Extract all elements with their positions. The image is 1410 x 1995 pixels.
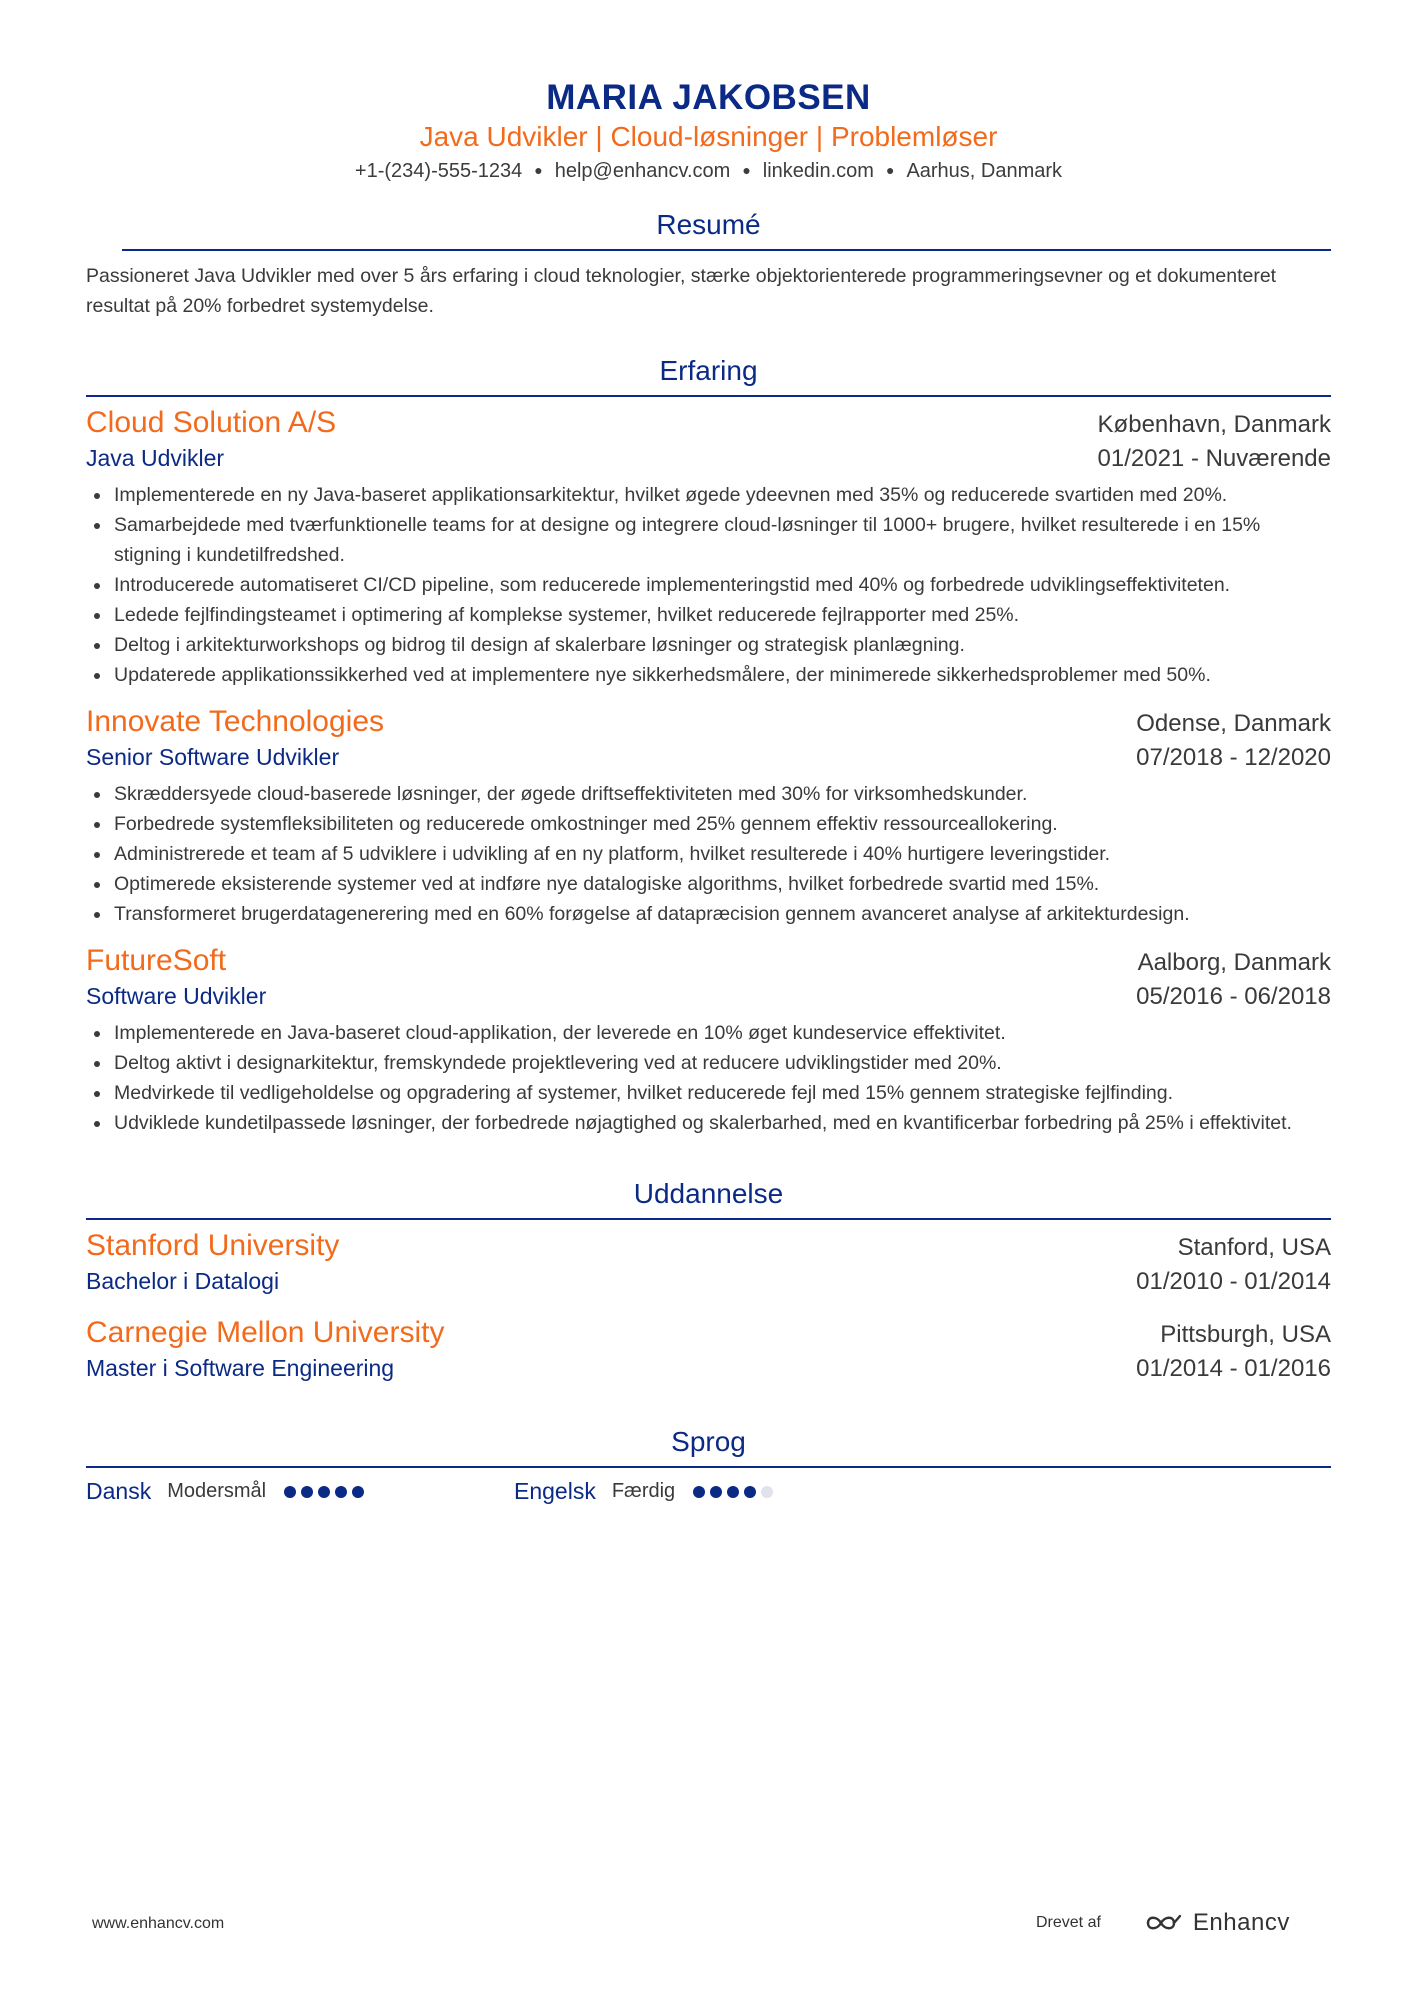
school-location: Stanford, USA: [1177, 1234, 1331, 1261]
rating-dot-filled: [710, 1486, 722, 1498]
summary-section: [86, 207, 1331, 251]
rating-dot-filled: [352, 1486, 364, 1498]
degree: Bachelor i Datalogi: [86, 1268, 280, 1294]
candidate-name: MARIA JAKOBSEN: [546, 78, 871, 117]
powered-by: [1036, 1909, 1290, 1937]
brand-name: Enhancv: [1192, 1909, 1290, 1936]
experience-heading: Erfaring: [659, 355, 758, 386]
rating-dot-filled: [727, 1486, 739, 1498]
education-dates: 01/2014 - 01/2016: [1136, 1355, 1331, 1382]
education-entry: [86, 1313, 1331, 1386]
section-divider: [86, 1218, 1331, 1220]
languages-section: [86, 1424, 1331, 1468]
bullet-item: Skræddersyede cloud-baserede løsninger, der øgede driftseffektiviteten med 30% for virksomhedskunder.: [86, 779, 1331, 809]
rating-dot-filled: [284, 1486, 296, 1498]
section-divider: [86, 1466, 1331, 1468]
education-section: [86, 1176, 1331, 1220]
rating-dot-empty: [761, 1486, 773, 1498]
language-item: [514, 1478, 942, 1505]
bullet-item: Udviklede kundetilpassede løsninger, der forbedrede nøjagtighed og skalerbarhed, med en kvantificerbar forbedring på 25% i effektivitet.: [86, 1108, 1331, 1138]
job-location: Aalborg, Danmark: [1137, 949, 1331, 976]
job-role: Software Udvikler: [86, 983, 267, 1009]
languages-list: [86, 1478, 1331, 1505]
bullet-list: [86, 779, 1331, 929]
school-name: Carnegie Mellon University: [86, 1316, 445, 1349]
separator-dot: ●: [885, 162, 895, 178]
section-divider: [122, 249, 1331, 251]
school-location: Pittsburgh, USA: [1160, 1321, 1331, 1348]
language-level: Modersmål: [167, 1480, 267, 1502]
rating-dot-filled: [744, 1486, 756, 1498]
bullet-item: Implementerede en ny Java-baseret applikationsarkitektur, hvilket øgede ydeevnen med 35% og reducerede svartiden med 20%.: [86, 480, 1331, 510]
bullet-item: Introducerede automatiseret CI/CD pipeline, som reducerede implementeringstid med 40% og forbedrede udviklingseffektiviteten.: [86, 570, 1331, 600]
language-rating: [284, 1486, 364, 1498]
contact-linkedin: linkedin.com: [762, 160, 874, 182]
job-location: Odense, Danmark: [1136, 710, 1331, 737]
job-role: Senior Software Udvikler: [86, 744, 340, 770]
resume-header: [86, 78, 1331, 185]
education-entry: [86, 1226, 1331, 1299]
powered-by-label: Drevet af: [1036, 1914, 1101, 1931]
resume-page: [86, 0, 1331, 1505]
rating-dot-filled: [335, 1486, 347, 1498]
language-name: Dansk: [86, 1478, 152, 1504]
bullet-item: Medvirkede til vedligeholdelse og opgradering af systemer, hvilket reducerede fejl med 15% gennem strategiske fejlfinding.: [86, 1078, 1331, 1108]
bullet-item: Administrerede et team af 5 udviklere i udvikling af en ny platform, hvilket resulterede i 40% hurtigere leveringstider.: [86, 839, 1331, 869]
separator-dot: ●: [534, 162, 543, 178]
bullet-list: [86, 1018, 1331, 1138]
candidate-title: Java Udvikler | Cloud-løsninger | Problemløser: [419, 121, 998, 152]
experience-entry: [86, 403, 1331, 690]
bullet-item: Forbedrede systemfleksibiliteten og reducerede omkostninger med 25% gennem effektiv ressourceallokering.: [86, 809, 1331, 839]
contact-line: [86, 156, 1331, 185]
bullet-item: Samarbejdede med tværfunktionelle teams for at designe og integrere cloud-løsninger til 1000+ brugere, hvilket resulterede i en 15% stigning i kundetilfredshed.: [86, 510, 1331, 570]
company-name: FutureSoft: [86, 944, 227, 977]
separator-dot: ●: [742, 162, 751, 178]
job-dates: 07/2018 - 12/2020: [1136, 744, 1331, 771]
languages-heading: Sprog: [671, 1426, 746, 1457]
bullet-list: [86, 480, 1331, 690]
company-name: Cloud Solution A/S: [86, 406, 337, 439]
job-role: Java Udvikler: [86, 445, 225, 471]
experience-section: [86, 353, 1331, 397]
bullet-item: Transformeret brugerdatagenerering med en 60% forøgelse af datapræcision gennem avanceret analyse af arkitekturdesign.: [86, 899, 1331, 929]
bullet-item: Implementerede en Java-baseret cloud-applikation, der leverede en 10% øget kundeservice effektivitet.: [86, 1018, 1331, 1048]
language-level: Færdig: [611, 1480, 676, 1502]
education-heading: Uddannelse: [633, 1178, 784, 1209]
contact-phone: +1-(234)-555-1234: [354, 160, 523, 182]
rating-dot-filled: [301, 1486, 313, 1498]
language-name: Engelsk: [514, 1478, 596, 1504]
contact-email: help@enhancv.com: [554, 160, 731, 182]
summary-text: Passioneret Java Udvikler med over 5 års erfaring i cloud teknologier, stærke objektorienterede programmeringsevner og et dokumenteret resultat på 20% forbedret systemydelse.: [86, 265, 1277, 317]
job-dates: 05/2016 - 06/2018: [1136, 983, 1331, 1010]
footer-website[interactable]: www.enhancv.com: [92, 1915, 225, 1932]
rating-dot-filled: [693, 1486, 705, 1498]
bullet-item: Deltog i arkitekturworkshops og bidrog til design af skalerbare løsninger og strategisk planlægning.: [86, 630, 1331, 660]
bullet-item: Ledede fejlfindingsteamet i optimering af komplekse systemer, hvilket reducerede fejlrapporter med 25%.: [86, 600, 1331, 630]
bullet-item: Deltog aktivt i designarkitektur, fremskyndede projektlevering ved at reducere udviklingstider med 20%.: [86, 1048, 1331, 1078]
summary-heading: Resumé: [656, 209, 761, 240]
enhancv-logo[interactable]: [1145, 1909, 1290, 1937]
degree: Master i Software Engineering: [86, 1355, 395, 1381]
experience-entry: [86, 941, 1331, 1138]
rating-dot-filled: [318, 1486, 330, 1498]
section-divider: [86, 395, 1331, 397]
bullet-item: Optimerede eksisterende systemer ved at indføre nye datalogiske algorithms, hvilket forbedrede svartid med 15%.: [86, 869, 1331, 899]
job-dates: 01/2021 - Nuværende: [1097, 445, 1331, 472]
experience-entry: [86, 702, 1331, 929]
job-location: København, Danmark: [1097, 411, 1331, 438]
contact-location: Aarhus, Danmark: [906, 160, 1063, 182]
company-name: Innovate Technologies: [86, 705, 385, 738]
bullet-item: Updaterede applikationssikkerhed ved at implementere nye sikkerhedsmålere, der minimerede sikkerhedsproblemer med 50%.: [86, 660, 1331, 690]
education-dates: 01/2010 - 01/2014: [1136, 1268, 1331, 1295]
enhancv-logo-icon: [1145, 1912, 1185, 1934]
language-rating: [693, 1486, 773, 1498]
school-name: Stanford University: [86, 1229, 340, 1262]
language-item: [86, 1478, 514, 1505]
